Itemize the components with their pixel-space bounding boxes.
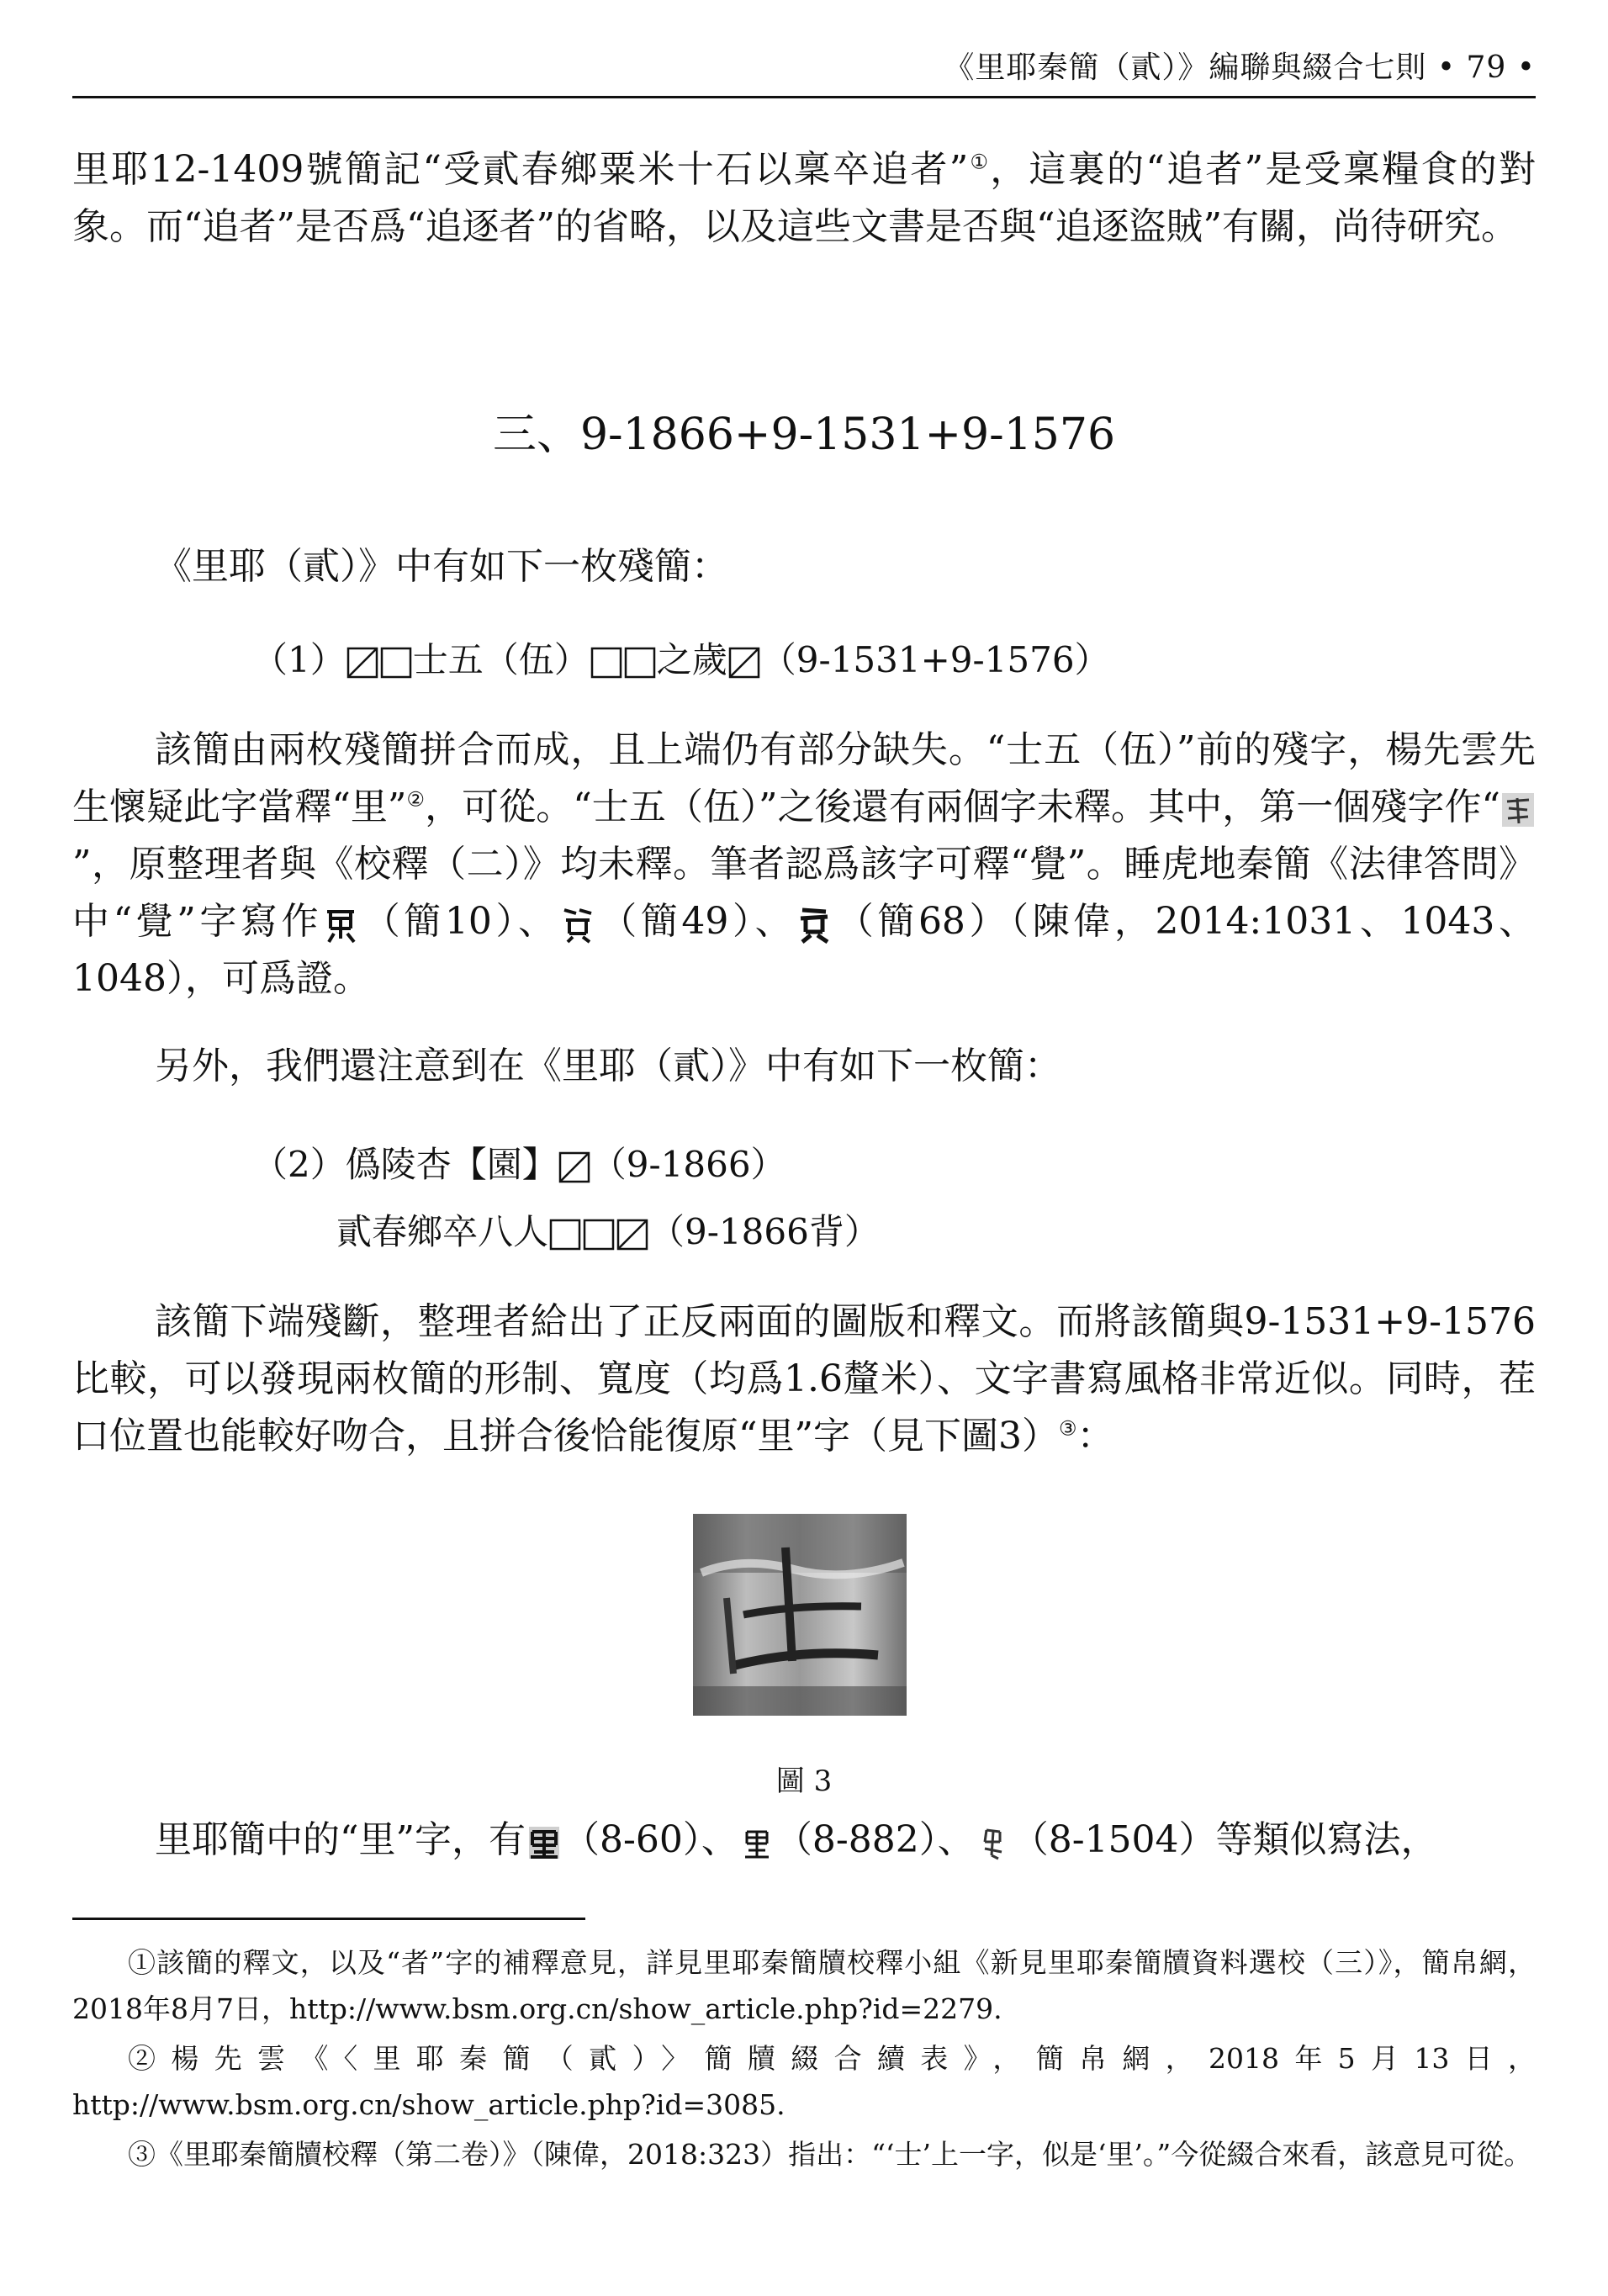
paragraph-5 — [72, 1812, 1536, 1869]
example-2-text-2: 貳春鄉卒八人 — [336, 1211, 549, 1252]
damaged-char-icon — [346, 646, 379, 680]
example-2-text-1: 僞陵杏【園】 — [345, 1144, 558, 1185]
missing-char-box-icon — [582, 1218, 616, 1251]
jue-character-image — [796, 905, 833, 944]
p4-text-b: ： — [1076, 1415, 1114, 1457]
p5-text-b: （8-60）、 — [563, 1818, 738, 1861]
p1-text-b: ，這裏的“追者”是受稟糧食的對象。而“追者”是否爲“追逐者”的省略，以及這些文書是否與“追逐盜賊”有關，尚待研究。 — [72, 148, 1536, 248]
example-2-label: （2） — [252, 1144, 346, 1185]
jue-character-image — [322, 905, 359, 944]
running-title: 《里耶秦簡（貳）》編聯與綴合七則 • 79 • — [944, 50, 1536, 85]
section-heading: 三、9-1866+9-1531+9-1576 — [492, 410, 1116, 460]
p1-text-a: 里耶12-1409號簡記“受貳春鄉粟米十石以稟卒追者” — [72, 148, 969, 191]
footnote-3: ③《里耶秦簡牘校釋（第二卷）》（陳偉，2018:323）指出：“‘士’上一字，似是‘里’。”今從綴合來看，該意見可從。 — [128, 2138, 1532, 2171]
missing-char-box-icon — [548, 1218, 582, 1251]
example-1-source: （9-1531+9-1576） — [760, 639, 1110, 680]
footnote-2: ②楊先雲《〈里耶秦簡（貳）〉簡牘綴合續表》，簡帛網，2018年5月13日，http://www.bsm.org.cn/show_article.php?id=3085. — [72, 2042, 1536, 2121]
jue-character-image — [559, 905, 596, 944]
p2-text-a: 該簡由兩枚殘簡拼合而成，且上端仍有部分缺失。“士五（伍）”前的殘字，楊先雲先生懷疑此字當釋“里” — [72, 728, 1536, 828]
paragraph-4 — [72, 1293, 1536, 1465]
example-1-label: （1） — [252, 639, 346, 680]
footnote-ref-1[interactable]: ① — [968, 150, 991, 174]
footnote-ref-3[interactable]: ③ — [1058, 1416, 1077, 1441]
intro-paragraph: 《里耶（貳）》中有如下一枚殘簡： — [155, 545, 728, 588]
p5-text-c: （8-882）、 — [775, 1818, 975, 1861]
slip-character-image — [1500, 791, 1536, 828]
p4-text-a: 該簡下端殘斷，整理者給出了正反兩面的圖版和釋文。而將該簡與9-1531+9-1576比較，可以發現兩枚簡的形制、寬度（均爲1.6釐米）、文字書寫風格非常近似。同時，茬口位置也能較好吻合，且拼合後恰能復原“里”字（見下圖3） — [72, 1300, 1536, 1457]
p2-text-c: ”，原整理者與《校釋（二）》均未釋。筆者認爲該字可釋“覺”。睡虎地秦簡《法律答問》中“覺”字寫作 — [72, 843, 1536, 943]
paragraph-1 — [72, 141, 1536, 256]
p5-text-a: 里耶簡中的“里”字，有 — [155, 1818, 526, 1861]
li-character-image — [975, 1823, 1012, 1862]
example-1 — [252, 632, 1110, 683]
paragraph-2 — [72, 722, 1536, 1008]
footnote-ref-2[interactable]: ② — [406, 787, 426, 812]
missing-char-box-icon — [623, 646, 657, 680]
p2-text-d: （簡10）、 — [359, 900, 559, 943]
figure-3-image — [693, 1514, 907, 1716]
footnote-1: ①該簡的釋文，以及“者”字的補釋意見，詳見里耶秦簡牘校釋小組《新見里耶秦簡牘資料選校（三）》，簡帛網，2018年8月7日，http://www.bsm.org.cn/show_article.php?id=2279. — [72, 1946, 1536, 2025]
p2-text-b: ，可從。“士五（伍）”之後還有兩個字未釋。其中，第一個殘字作“ — [425, 786, 1501, 828]
paragraph-3: 另外，我們還注意到在《里耶（貳）》中有如下一枚簡： — [155, 1045, 1061, 1087]
li-character-image — [526, 1823, 563, 1862]
example-2-source-2: （9-1866背） — [649, 1211, 880, 1252]
p2-text-e: （簡49）、 — [595, 900, 796, 943]
example-2-line-2 — [336, 1204, 880, 1255]
example-1-text-a: 士五（伍） — [412, 639, 590, 680]
p2-text-f: （簡68）（陳偉，2014:1031、1043、1048），可爲證。 — [72, 900, 1536, 1000]
missing-char-box-icon — [590, 646, 623, 680]
damaged-char-icon — [616, 1218, 649, 1251]
damaged-char-icon — [558, 1151, 591, 1184]
damaged-char-icon — [727, 646, 761, 680]
running-header — [72, 44, 1536, 98]
example-1-text-b: 之歲 — [656, 639, 727, 680]
missing-char-box-icon — [379, 646, 413, 680]
li-character-image — [738, 1823, 775, 1862]
figure-3-caption: 圖 3 — [775, 1764, 833, 1798]
footnote-divider — [72, 1918, 585, 1920]
example-2-source-1: （9-1866） — [590, 1144, 786, 1185]
p5-text-d: （8-1504）等類似寫法， — [1011, 1818, 1438, 1861]
example-2-line-1 — [252, 1137, 786, 1188]
